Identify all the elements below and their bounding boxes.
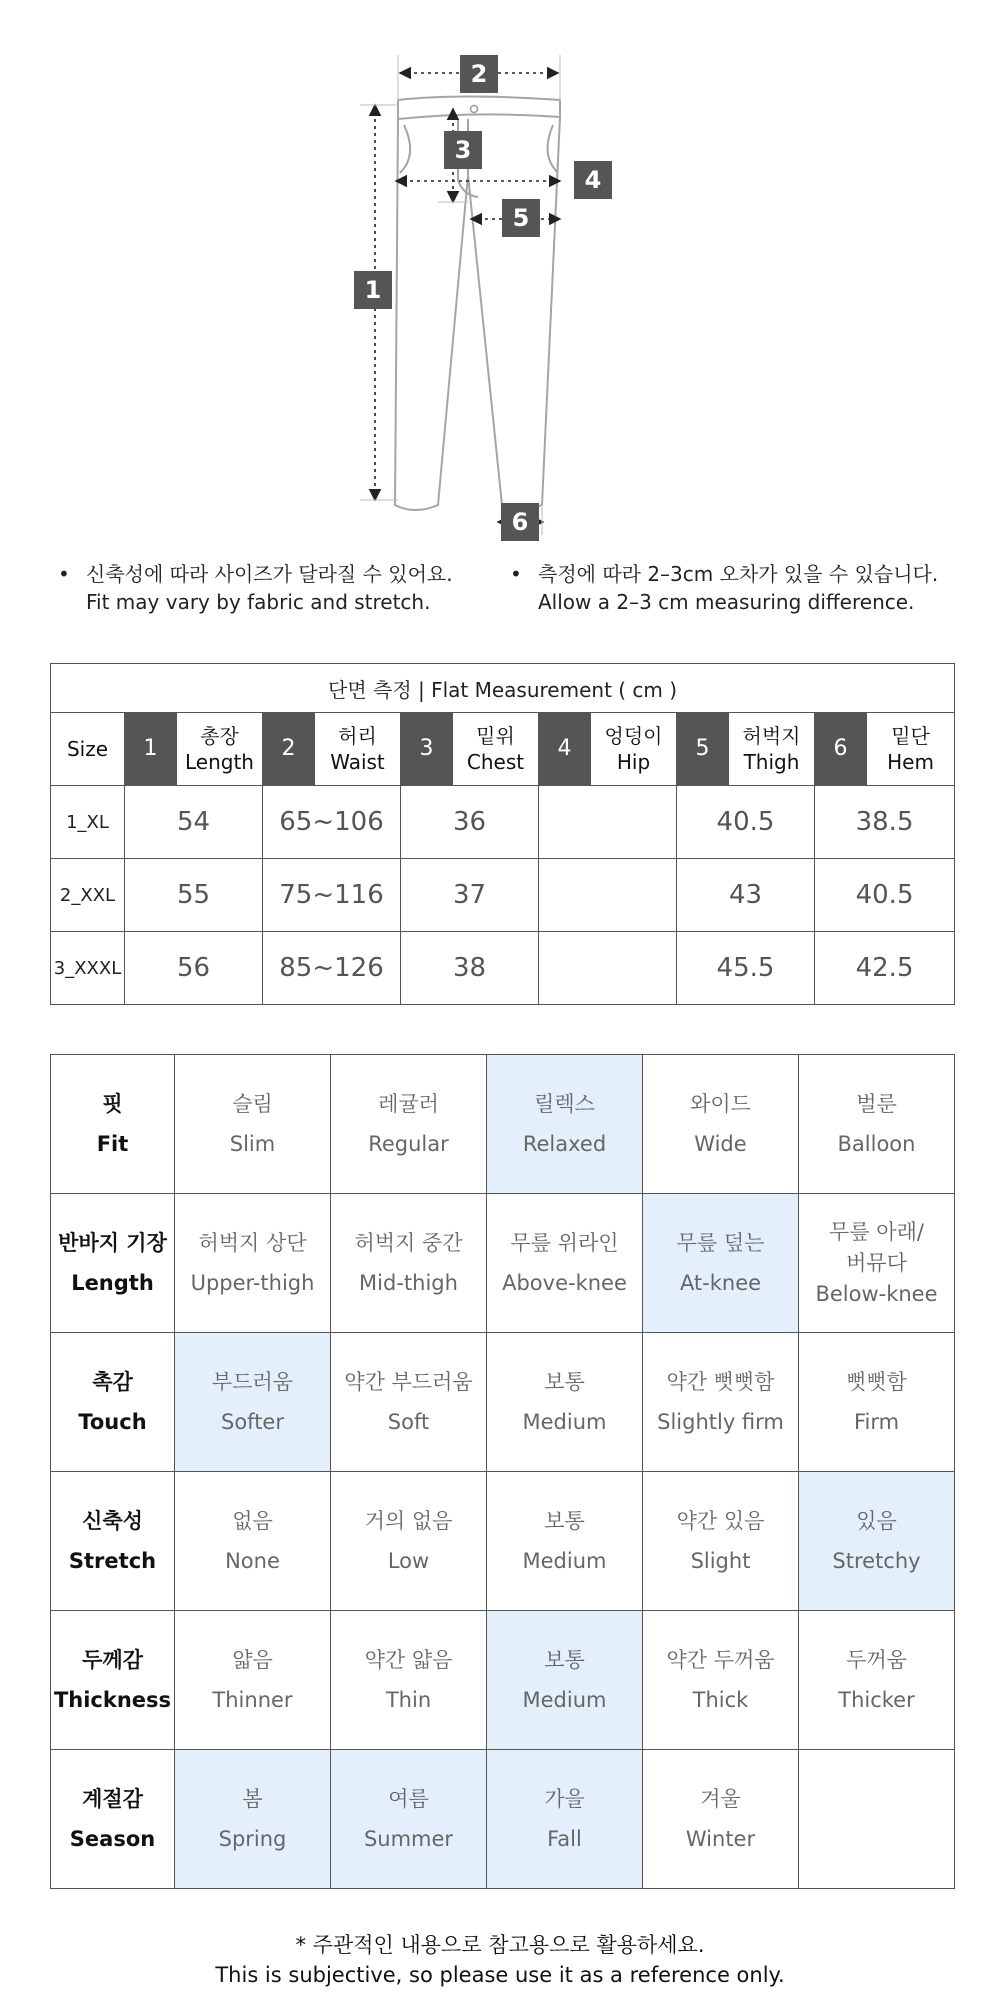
col-hem-header: [867, 713, 955, 786]
bullet-icon: •: [510, 562, 522, 586]
attribute-option: [799, 1194, 955, 1333]
col-chest-header: [453, 713, 539, 786]
option-text: Winter: [685, 1827, 756, 1851]
option-text: 무릎 아래/: [829, 1219, 924, 1244]
header-en: Thigh: [743, 750, 800, 774]
value-cell: 38.5: [815, 786, 955, 859]
table-header-row: [51, 713, 955, 786]
option-text: Medium: [522, 1410, 607, 1434]
col-num: 4: [539, 713, 591, 786]
option-text: 약간 얇음: [364, 1648, 453, 1672]
col-length-header: [177, 713, 263, 786]
attribute-label-text: 촉감: [92, 1370, 133, 1394]
value-cell: 54: [125, 786, 263, 859]
option-text: Softer: [221, 1410, 284, 1434]
attribute-option: [331, 1750, 487, 1889]
option-text: 슬림: [232, 1092, 273, 1116]
attribute-row: [51, 1333, 955, 1472]
table-row: [51, 932, 955, 1005]
value-cell: 38: [401, 932, 539, 1005]
attribute-label-text: Season: [69, 1827, 156, 1851]
option-text: Stretchy: [832, 1549, 921, 1573]
option-text: Summer: [363, 1827, 454, 1851]
value-cell: [539, 932, 677, 1005]
value-cell: 37: [401, 859, 539, 932]
note-text-en: Fit may vary by fabric and stretch.: [86, 590, 431, 614]
value-cell: 40.5: [815, 859, 955, 932]
attribute-option: [331, 1611, 487, 1750]
value-cell: [539, 786, 677, 859]
value-cell: 65~106: [263, 786, 401, 859]
option-text: Thick: [692, 1688, 749, 1712]
table-row: [51, 859, 955, 932]
attribute-option: [487, 1055, 643, 1194]
attribute-option: [799, 1472, 955, 1611]
option-text: At-knee: [679, 1271, 762, 1295]
option-text: 얇음: [232, 1648, 273, 1672]
header-en: Chest: [466, 750, 525, 774]
attribute-label-text: Touch: [78, 1410, 147, 1434]
attribute-option: [643, 1194, 799, 1333]
value-cell: 55: [125, 859, 263, 932]
header-ko: 허리: [338, 724, 377, 748]
option-text: Slight: [690, 1549, 751, 1573]
note-measuring: [510, 560, 939, 616]
size-cell: 1_XL: [51, 786, 125, 859]
attribute-option: [643, 1333, 799, 1472]
attribute-row: [51, 1611, 955, 1750]
attribute-label: [51, 1333, 175, 1472]
option-text: Medium: [522, 1688, 607, 1712]
option-text: Spring: [218, 1827, 287, 1851]
bullet-icon: •: [58, 562, 70, 586]
option-text: None: [225, 1549, 280, 1573]
value-cell: 40.5: [677, 786, 815, 859]
attribute-option: [331, 1333, 487, 1472]
option-text: Slim: [229, 1132, 276, 1156]
attribute-row: [51, 1194, 955, 1333]
option-text: Thinner: [212, 1688, 293, 1712]
col-thigh-header: [729, 713, 815, 786]
product-attribute-table: [50, 1054, 955, 1889]
attribute-option: [331, 1472, 487, 1611]
value-cell: 56: [125, 932, 263, 1005]
option-text: 약간 부드러움: [344, 1370, 473, 1394]
attribute-label-text: 신축성: [82, 1509, 143, 1533]
note-text-en: Allow a 2–3 cm measuring difference.: [538, 590, 915, 614]
attribute-option: [175, 1750, 331, 1889]
option-text: 가을: [544, 1787, 585, 1811]
col-num: 5: [677, 713, 729, 786]
attribute-label-text: 계절감: [82, 1787, 143, 1811]
option-text: 벌룬: [856, 1092, 897, 1116]
attribute-option: [643, 1055, 799, 1194]
option-text: Fall: [547, 1827, 582, 1851]
col-num: 6: [815, 713, 867, 786]
option-text: 보통: [544, 1370, 585, 1394]
attribute-label: [51, 1055, 175, 1194]
option-text: Thicker: [838, 1688, 915, 1712]
header-ko: 허벅지: [742, 724, 801, 748]
note-stretch: [58, 560, 453, 616]
header-ko: 총장: [200, 724, 239, 748]
table-caption: 단면 측정 | Flat Measurement ( cm ): [51, 664, 955, 713]
col-waist-header: [315, 713, 401, 786]
attribute-label-text: Thickness: [53, 1688, 172, 1712]
attribute-label-text: 반바지 기장: [58, 1231, 167, 1255]
attribute-label: [51, 1194, 175, 1333]
attribute-option: [175, 1611, 331, 1750]
header-ko: 밑단: [891, 724, 930, 748]
option-text: Balloon: [837, 1132, 916, 1156]
attribute-row: [51, 1055, 955, 1194]
option-text: 봄: [242, 1787, 263, 1811]
attribute-option: [487, 1750, 643, 1889]
measure-label-5: 5: [502, 199, 540, 237]
option-text: Mid-thigh: [359, 1271, 458, 1295]
option-text: 여름: [388, 1787, 429, 1811]
option-text: 겨울: [700, 1787, 741, 1811]
measure-label-1: 1: [354, 271, 392, 309]
option-text: 두꺼움: [846, 1648, 907, 1672]
attribute-label: [51, 1611, 175, 1750]
attribute-row: [51, 1750, 955, 1889]
option-text: 약간 있음: [676, 1509, 765, 1533]
option-text: 약간 두꺼움: [666, 1648, 775, 1672]
option-text: Slightly firm: [657, 1410, 784, 1434]
attribute-label-text: 두께감: [82, 1648, 143, 1672]
header-en: Hem: [887, 750, 934, 774]
value-cell: 36: [401, 786, 539, 859]
header-en: Hip: [616, 750, 651, 774]
note-text-ko: 신축성에 따라 사이즈가 달라질 수 있어요.: [86, 562, 453, 586]
attribute-option: [643, 1472, 799, 1611]
option-text: Thin: [385, 1688, 432, 1712]
option-text: Low: [387, 1549, 430, 1573]
attribute-option: [175, 1472, 331, 1611]
attribute-option: [487, 1472, 643, 1611]
attribute-option: [487, 1611, 643, 1750]
value-cell: 45.5: [677, 932, 815, 1005]
attribute-option: [487, 1333, 643, 1472]
measure-label-2: 2: [460, 55, 498, 93]
option-text: 무릎 위라인: [510, 1231, 619, 1255]
option-text: Wide: [694, 1132, 747, 1156]
header-en: Waist: [330, 750, 385, 774]
option-text: 릴렉스: [534, 1092, 595, 1116]
flat-measurement-table: [50, 663, 955, 1005]
option-text: Soft: [387, 1410, 430, 1434]
option-text: 버뮤다: [846, 1250, 907, 1275]
option-text: 뻣뻣함: [846, 1370, 907, 1394]
option-text: Relaxed: [522, 1132, 607, 1156]
option-text: Below-knee: [815, 1281, 938, 1306]
attribute-option: [331, 1055, 487, 1194]
attribute-label-text: Stretch: [68, 1549, 157, 1573]
header-ko: 밑위: [476, 724, 515, 748]
option-text: 거의 없음: [364, 1509, 453, 1533]
attribute-row: [51, 1472, 955, 1611]
size-header: Size: [51, 713, 125, 786]
attribute-option: [643, 1611, 799, 1750]
col-num: 3: [401, 713, 453, 786]
option-text: 무릎 덮는: [676, 1231, 765, 1255]
attribute-option: [799, 1333, 955, 1472]
attribute-option: [487, 1194, 643, 1333]
header-ko: 엉덩이: [604, 724, 663, 748]
attribute-option: [331, 1194, 487, 1333]
option-text: Regular: [368, 1132, 449, 1156]
measure-label-3: 3: [444, 131, 482, 169]
attribute-label-text: Length: [71, 1271, 154, 1295]
size-cell: 2_XXL: [51, 859, 125, 932]
value-cell: 43: [677, 859, 815, 932]
value-cell: [539, 859, 677, 932]
option-text: Medium: [522, 1549, 607, 1573]
measure-label-4: 4: [574, 161, 612, 199]
attribute-label: [51, 1472, 175, 1611]
measure-label-6: 6: [501, 503, 539, 541]
option-text: 약간 뻣뻣함: [666, 1370, 775, 1394]
option-text: 보통: [544, 1648, 585, 1672]
option-text: 부드러움: [211, 1370, 294, 1394]
footer-note-ko: * 주관적인 내용으로 참고용으로 활용하세요.: [295, 1933, 705, 1957]
attribute-option: [643, 1750, 799, 1889]
option-text: 없음: [232, 1509, 273, 1533]
option-text: 보통: [544, 1509, 585, 1533]
option-text: 와이드: [690, 1092, 751, 1116]
col-num: 1: [125, 713, 177, 786]
option-text: 있음: [856, 1509, 897, 1533]
option-text: 허벅지 상단: [198, 1231, 307, 1255]
attribute-option: [175, 1055, 331, 1194]
option-text: Upper-thigh: [190, 1271, 315, 1295]
pants-measurement-diagram: [340, 45, 660, 555]
size-cell: 3_XXXL: [51, 932, 125, 1005]
attribute-option: [799, 1750, 955, 1889]
col-num: 2: [263, 713, 315, 786]
note-text-ko: 측정에 따라 2–3cm 오차가 있을 수 있습니다.: [538, 562, 939, 586]
footer-note-en: This is subjective, so please use it as a reference only.: [215, 1963, 785, 1987]
attribute-option: [799, 1055, 955, 1194]
attribute-label-text: 핏: [102, 1092, 123, 1116]
attribute-option: [175, 1194, 331, 1333]
attribute-label-text: Fit: [96, 1132, 129, 1156]
option-text: Above-knee: [502, 1271, 627, 1295]
value-cell: 75~116: [263, 859, 401, 932]
attribute-option: [799, 1611, 955, 1750]
option-text: Firm: [853, 1410, 900, 1434]
option-text: 레귤러: [378, 1092, 439, 1116]
table-row: [51, 786, 955, 859]
attribute-label: [51, 1750, 175, 1889]
header-en: Length: [185, 750, 254, 774]
value-cell: 42.5: [815, 932, 955, 1005]
col-hip-header: [591, 713, 677, 786]
value-cell: 85~126: [263, 932, 401, 1005]
attribute-option: [175, 1333, 331, 1472]
option-text: 허벅지 중간: [354, 1231, 463, 1255]
